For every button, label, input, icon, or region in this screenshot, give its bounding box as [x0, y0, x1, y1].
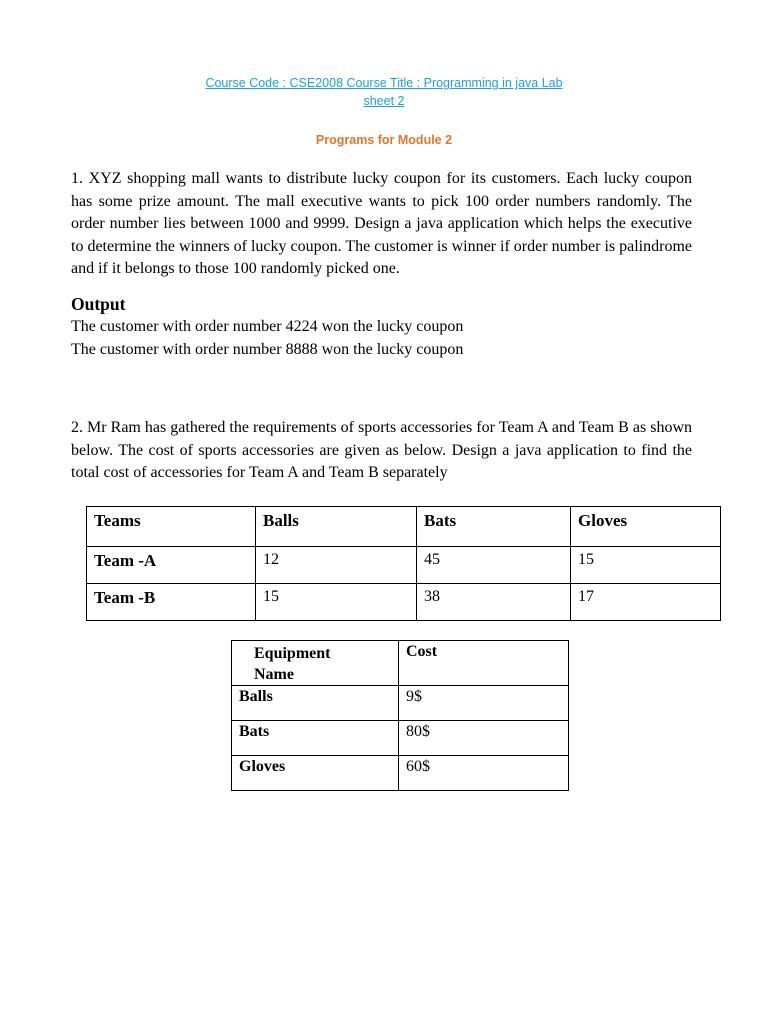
output-heading: Output: [71, 294, 126, 314]
table-row: [232, 756, 569, 791]
table-cell: 80$: [399, 721, 569, 756]
table-cell: 9$: [399, 686, 569, 721]
question-2-text: 2. Mr Ram has gathered the requirements of sports accessories for Team A and Team B as shown below. The cost of sports accessories are given as below. Design a java application to find the total cost of accessories for Team A and Team B separately: [71, 419, 692, 481]
equipment-cost-table: [231, 640, 569, 791]
header-cell-bats: Bats: [417, 507, 571, 547]
table-row: [87, 547, 721, 584]
table-cell: 17: [571, 584, 721, 621]
course-title-line-2: sheet 2: [363, 94, 405, 108]
table-cell: 60$: [399, 756, 569, 791]
table-cell: 38: [417, 584, 571, 621]
header-cell-teams: Teams: [87, 507, 256, 547]
module-heading: Programs for Module 2: [315, 133, 453, 147]
table-header-row: [232, 641, 569, 686]
table-row: [232, 721, 569, 756]
table-row: [87, 584, 721, 621]
table-cell: 12: [256, 547, 417, 584]
teams-table: [86, 506, 721, 621]
table-cell: 45: [417, 547, 571, 584]
row-label: Bats: [232, 721, 399, 756]
header-text: Equipment Name: [254, 645, 331, 683]
header-cell-equipment-name: [232, 641, 399, 686]
table-header-row: [87, 507, 721, 547]
course-title-line-1: Course Code : CSE2008 Course Title : Programming in java Lab: [205, 76, 563, 90]
output-line-2: The customer with order number 8888 won the lucky coupon: [71, 341, 464, 358]
header-cell-gloves: Gloves: [571, 507, 721, 547]
row-label: Team -A: [87, 547, 256, 584]
row-label: Team -B: [87, 584, 256, 621]
row-label: Balls: [232, 686, 399, 721]
table-cell: 15: [256, 584, 417, 621]
output-line-1: The customer with order number 4224 won the lucky coupon: [71, 318, 464, 335]
header-cell-balls: Balls: [256, 507, 417, 547]
row-label: Gloves: [232, 756, 399, 791]
header-cell-cost: Cost: [399, 641, 569, 686]
table-row: [232, 686, 569, 721]
table-cell: 15: [571, 547, 721, 584]
question-1-text: 1. XYZ shopping mall wants to distribute lucky coupon for its customers. Each lucky coupon has some prize amount. The mall executive wants to pick 100 order numbers randomly. The order number lies between 1000 and 9999. Design a java application which helps the executive to determine the winners of lucky coupon. The customer is winner if order number is palindrome and if it belongs to those 100 randomly picked one.: [71, 170, 692, 277]
